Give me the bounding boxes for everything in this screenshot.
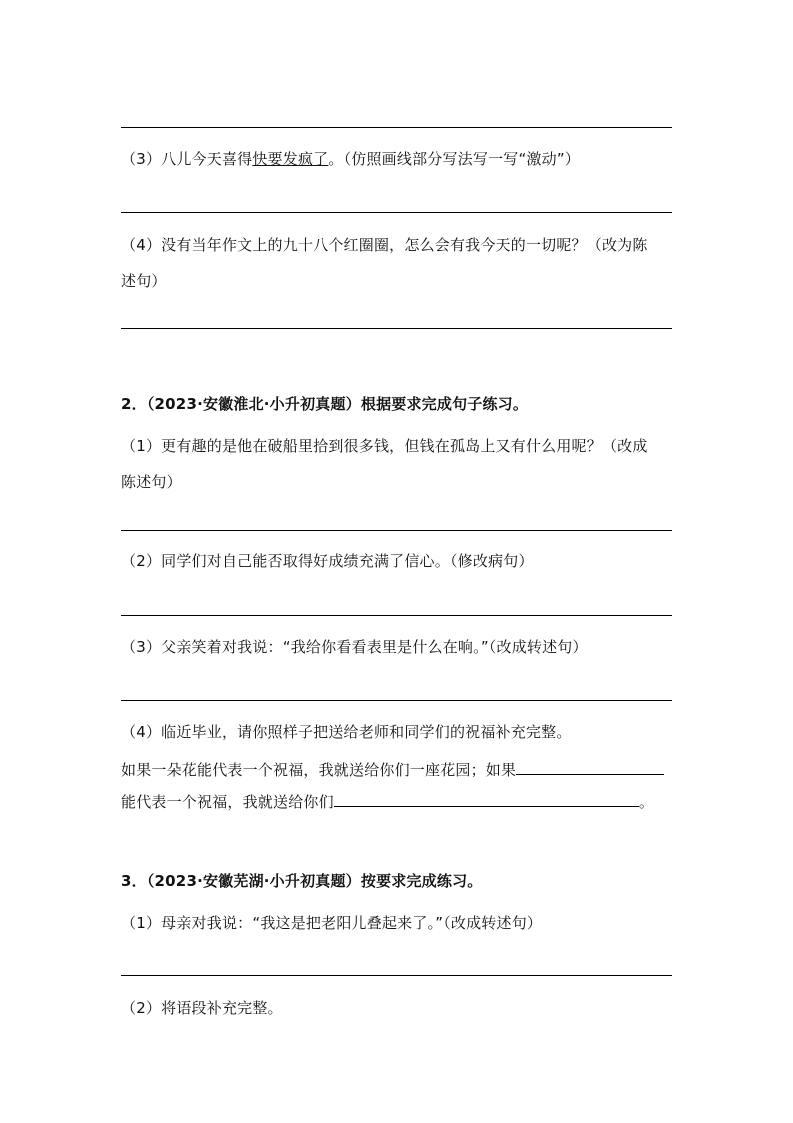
q3-item1: （1）母亲对我说：“我这是把老阳儿叠起来了。”（改成转述句） — [121, 914, 543, 932]
answer-line[interactable] — [121, 328, 672, 329]
q1-item3-before: （3）八儿今天喜得 — [121, 150, 253, 168]
q1-item3-after: 。（仿照画线部分写法写一写“激动”） — [328, 150, 581, 168]
q2-item4-line1-text: 如果一朵花能代表一个祝福，我就送给你们一座花园；如果 — [121, 761, 517, 779]
q3-item2: （2）将语段补充完整。 — [121, 999, 283, 1017]
q2-item1-line1: （1）更有趣的是他在破船里拾到很多钱，但钱在孤岛上又有什么用呢？（改成 — [121, 437, 648, 455]
q1-item4-line1: （4）没有当年作文上的九十八个红圈圈，怎么会有我今天的一切呢？（改为陈 — [121, 236, 648, 254]
q2-item4-line2-text: 能代表一个祝福，我就送给你们 — [121, 793, 334, 811]
answer-line[interactable] — [121, 212, 672, 213]
q2-item2: （2）同学们对自己能否取得好成绩充满了信心。（修改病句） — [121, 552, 534, 570]
q2-item4-line2 — [121, 791, 654, 813]
q1-item3-underlined: 快要发疯了 — [252, 150, 329, 168]
q1-item3 — [121, 148, 580, 170]
fill-blank-2[interactable] — [334, 791, 639, 807]
q2-item4-line2-end: 。 — [638, 793, 655, 811]
answer-line[interactable] — [121, 975, 672, 976]
q1-item4-line2: 述句） — [121, 272, 167, 290]
q3-heading: 3．（2023·安徽芜湖·小升初真题）按要求完成练习。 — [121, 872, 483, 890]
answer-line[interactable] — [121, 615, 672, 616]
answer-line[interactable] — [121, 700, 672, 701]
q2-item3: （3）父亲笑着对我说：“我给你看看表里是什么在响。”（改成转述句） — [121, 638, 588, 656]
answer-line[interactable] — [121, 530, 672, 531]
q2-item4-line1 — [121, 759, 664, 781]
q2-heading: 2．（2023·安徽淮北·小升初真题）根据要求完成句子练习。 — [121, 395, 529, 413]
q2-item1-line2: 陈述句） — [121, 473, 182, 491]
fill-blank-1[interactable] — [516, 759, 664, 775]
answer-line[interactable] — [121, 127, 672, 128]
q2-item4-prompt: （4）临近毕业，请你照样子把送给老师和同学们的祝福补充完整。 — [121, 723, 572, 741]
